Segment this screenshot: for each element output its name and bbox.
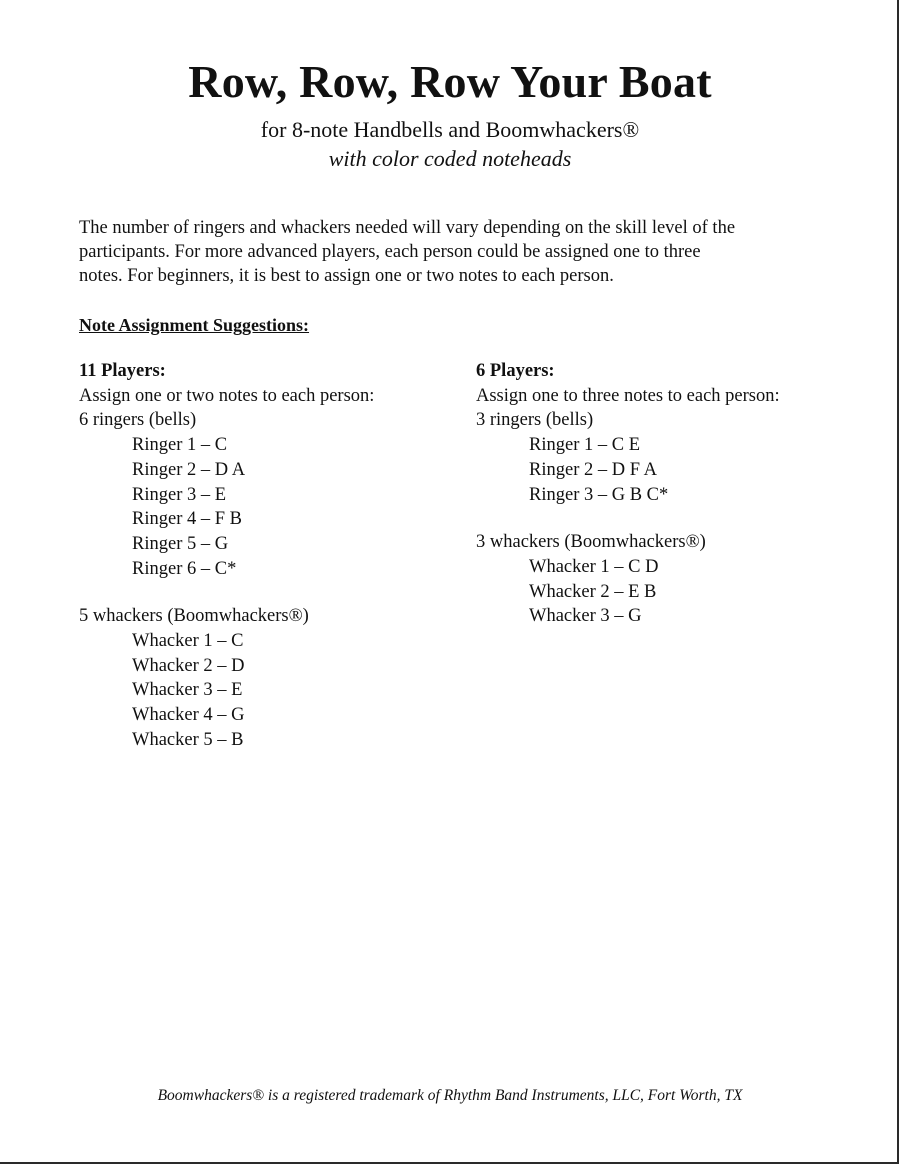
whacker-assignment: Whacker 5 – B: [132, 729, 244, 750]
page-subtitle-italic: with color coded noteheads: [328, 146, 572, 171]
ringers-label: 3 ringers (bells): [476, 410, 594, 431]
ringer-assignment: Ringer 6 – C*: [132, 558, 237, 579]
spacer: [79, 581, 459, 604]
ringers-label: 6 ringers (bells): [79, 410, 197, 431]
page-title: Row, Row, Row Your Boat: [188, 56, 712, 107]
spacer: [476, 507, 876, 530]
ringer-assignment: Ringer 1 – C: [132, 435, 228, 456]
ringer-assignment: Ringer 4 – F B: [132, 509, 242, 530]
six-players-column: [476, 359, 876, 629]
intro-line: notes. For beginners, it is best to assign one or two notes to each person.: [79, 266, 614, 286]
intro-paragraph: [79, 216, 819, 288]
column-instruction: Assign one or two notes to each person:: [79, 385, 375, 406]
section-heading: Note Assignment Suggestions:: [79, 315, 310, 335]
intro-line: The number of ringers and whackers needed will vary depending on the skill level of the: [79, 218, 736, 238]
ringer-assignment: Ringer 3 – G B C*: [529, 484, 669, 505]
whacker-assignment: Whacker 4 – G: [132, 705, 245, 726]
ringer-assignment: Ringer 3 – E: [132, 484, 227, 505]
whacker-assignment: Whacker 2 – E B: [529, 581, 657, 602]
whacker-assignment: Whacker 3 – G: [529, 606, 642, 627]
whacker-assignment: Whacker 1 – C D: [529, 556, 659, 577]
whackers-label: 5 whackers (Boomwhackers®): [79, 606, 309, 627]
column-instruction: Assign one to three notes to each person:: [476, 385, 780, 406]
intro-line: participants. For more advanced players, each person could be assigned one to three: [79, 242, 701, 262]
column-heading: 6 Players:: [476, 361, 555, 381]
eleven-players-column: [79, 359, 459, 753]
page-subtitle: for 8-note Handbells and Boomwhackers®: [260, 117, 640, 142]
whacker-assignment: Whacker 1 – C: [132, 631, 244, 652]
ringer-assignment: Ringer 2 – D F A: [529, 459, 657, 480]
whacker-assignment: Whacker 3 – E: [132, 680, 243, 701]
ringer-assignment: Ringer 2 – D A: [132, 459, 246, 480]
ringer-assignment: Ringer 1 – C E: [529, 435, 640, 456]
ringer-assignment: Ringer 5 – G: [132, 533, 229, 554]
column-heading: 11 Players:: [79, 361, 166, 381]
whackers-label: 3 whackers (Boomwhackers®): [476, 532, 706, 553]
whacker-assignment: Whacker 2 – D: [132, 655, 245, 676]
trademark-footer: Boomwhackers® is a registered trademark of Rhythm Band Instruments, LLC, Fort Worth, TX: [157, 1087, 743, 1104]
